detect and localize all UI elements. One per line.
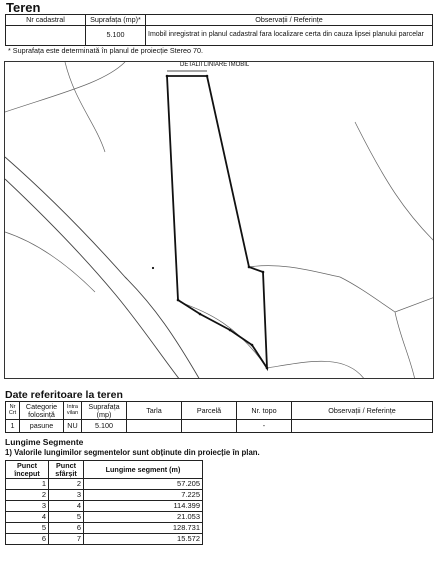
cell-punct-sfarsit: 6 bbox=[49, 523, 84, 534]
header-intravilan: Intra vilan bbox=[64, 402, 82, 420]
boundary-line bbox=[395, 297, 434, 312]
header-observatii-referinte: Observații / Referințe bbox=[292, 402, 433, 420]
header-nr-crt: Nr Crt bbox=[6, 402, 20, 420]
header-categorie: Categorie folosință bbox=[20, 402, 64, 420]
teren-footnote: * Suprafața este determinată în planul de proiecție Stereo 70. bbox=[8, 46, 203, 55]
date-referitoare-table bbox=[5, 401, 433, 433]
teren-title: Teren bbox=[6, 0, 41, 15]
map-label: DETALII LINIARE IMOBIL bbox=[180, 62, 250, 68]
cell-lungime: 21.053 bbox=[84, 512, 203, 523]
segments-body bbox=[6, 479, 203, 545]
cell-punct-sfarsit: 3 bbox=[49, 490, 84, 501]
cell-lungime: 128.731 bbox=[84, 523, 203, 534]
cell-suprafata-mp: 5.100 bbox=[82, 420, 127, 433]
cell-lungime: 7.225 bbox=[84, 490, 203, 501]
cell-punct-sfarsit: 2 bbox=[49, 479, 84, 490]
cell-punct-inceput: 2 bbox=[6, 490, 49, 501]
table-row bbox=[6, 490, 203, 501]
header-punct-inceput: Punct început bbox=[6, 461, 49, 479]
cell-punct-inceput: 6 bbox=[6, 534, 49, 545]
boundary-line bbox=[395, 312, 415, 379]
header-nr-cadastral: Nr cadastral bbox=[6, 15, 86, 26]
boundary-line bbox=[5, 62, 125, 112]
cell-punct-sfarsit: 4 bbox=[49, 501, 84, 512]
boundary-line bbox=[267, 361, 365, 379]
cell-nr-topo: - bbox=[237, 420, 292, 433]
parcel-outline bbox=[167, 76, 267, 368]
cell-punct-sfarsit: 5 bbox=[49, 512, 84, 523]
cell-punct-inceput: 1 bbox=[6, 479, 49, 490]
header-observatii: Observații / Referințe bbox=[146, 15, 433, 26]
boundary-line bbox=[355, 122, 434, 242]
map-drawing bbox=[5, 62, 434, 379]
cell-lungime: 15.572 bbox=[84, 534, 203, 545]
road-line-lower bbox=[5, 179, 180, 379]
cell-observatii: Imobil inregistrat in planul cadastral fara localizare certa din cauza lipsei planului parcelar bbox=[146, 25, 433, 45]
cell-suprafata: 5.100 bbox=[86, 25, 146, 45]
header-parcela: Parcelă bbox=[182, 402, 237, 420]
lungime-table bbox=[5, 460, 203, 545]
header-suprafata: Suprafața (mp)* bbox=[86, 15, 146, 26]
cell-lungime: 114.399 bbox=[84, 501, 203, 512]
cell-punct-inceput: 4 bbox=[6, 512, 49, 523]
header-tarla: Tarla bbox=[127, 402, 182, 420]
cell-categorie: pasune bbox=[20, 420, 64, 433]
cell-nr-crt: 1 bbox=[6, 420, 20, 433]
cell-punct-inceput: 5 bbox=[6, 523, 49, 534]
table-row bbox=[6, 534, 203, 545]
boundary-line bbox=[340, 277, 395, 312]
date-referitoare-title: Date referitoare la teren bbox=[5, 389, 123, 401]
table-row bbox=[6, 479, 203, 490]
cell-observatii-referinte bbox=[292, 420, 433, 433]
table-row bbox=[6, 523, 203, 534]
boundary-line bbox=[180, 302, 267, 368]
cell-intravilan: NU bbox=[64, 420, 82, 433]
boundary-line bbox=[5, 232, 95, 292]
lungime-title: Lungime Segmente bbox=[5, 437, 84, 447]
header-lungime-segment: Lungime segment (m) bbox=[84, 461, 203, 479]
cell-parcela bbox=[182, 420, 237, 433]
table-row bbox=[6, 512, 203, 523]
cadastral-map bbox=[4, 61, 434, 379]
table-row bbox=[6, 501, 203, 512]
cell-lungime: 57.205 bbox=[84, 479, 203, 490]
header-suprafata-mp: Suprafața (mp) bbox=[82, 402, 127, 420]
header-nr-topo: Nr. topo bbox=[237, 402, 292, 420]
lungime-subtitle: 1) Valorile lungimilor segmentelor sunt obținute din proiecție în plan. bbox=[5, 448, 260, 457]
cell-punct-inceput: 3 bbox=[6, 501, 49, 512]
cell-punct-sfarsit: 7 bbox=[49, 534, 84, 545]
boundary-line bbox=[65, 62, 105, 152]
teren-table bbox=[5, 14, 433, 46]
cell-nr-cadastral bbox=[6, 25, 86, 45]
road-line-upper bbox=[5, 157, 200, 379]
cell-tarla bbox=[127, 420, 182, 433]
header-punct-sfarsit: Punct sfârșit bbox=[49, 461, 84, 479]
